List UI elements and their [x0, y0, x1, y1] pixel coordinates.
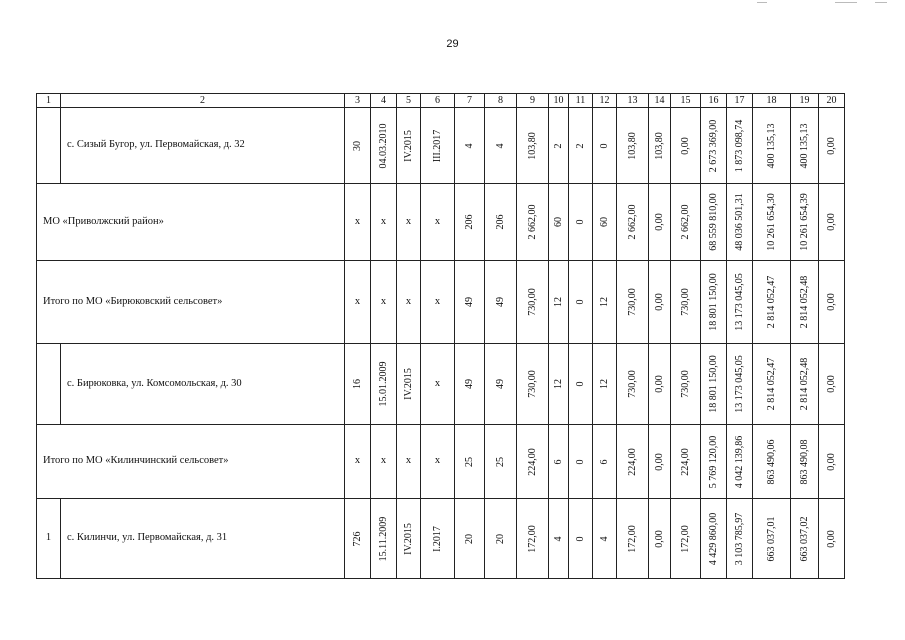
value-cell — [549, 108, 569, 184]
value-text: 172,00 — [626, 524, 638, 553]
value-text: IV.2015 — [402, 129, 414, 162]
value-cell — [549, 344, 569, 425]
table-row — [37, 425, 845, 499]
table-row — [37, 184, 845, 261]
header-cell: 8 — [485, 94, 517, 108]
value-text: 13 173 045,05 — [733, 355, 745, 413]
value-cell — [671, 499, 701, 579]
value-cell — [617, 425, 649, 499]
value-cell — [485, 184, 517, 261]
value-text: 10 261 654,39 — [798, 193, 810, 251]
value-cell — [649, 261, 671, 344]
value-text: 400 135,13 — [765, 123, 777, 168]
value-cell — [455, 108, 485, 184]
value-cell — [569, 108, 593, 184]
value-text: 49 — [494, 379, 506, 389]
page-number: 29 — [446, 38, 459, 50]
value-cell — [753, 108, 791, 184]
value-cell — [727, 344, 753, 425]
value-cell — [727, 499, 753, 579]
header-cell: 6 — [421, 94, 455, 108]
value-text: 49 — [463, 297, 475, 307]
value-cell — [485, 261, 517, 344]
header-cell: 15 — [671, 94, 701, 108]
value-text: 04.03.2010 — [377, 123, 389, 168]
value-text: 2 — [574, 143, 586, 148]
value-cell — [649, 108, 671, 184]
value-text: 663 037,02 — [798, 516, 810, 561]
value-cell — [617, 499, 649, 579]
value-text: 4 429 860,00 — [707, 512, 719, 565]
value-cell — [485, 108, 517, 184]
value-cell — [819, 184, 845, 261]
value-cell — [371, 344, 397, 425]
value-text: 49 — [463, 379, 475, 389]
value-text: 730,00 — [626, 288, 638, 316]
value-text: 12 — [598, 297, 610, 307]
value-cell — [791, 499, 819, 579]
value-cell: х — [421, 344, 455, 425]
value-text: I.2017 — [431, 525, 443, 552]
value-cell — [617, 261, 649, 344]
table-header-row — [37, 94, 845, 108]
value-cell — [701, 344, 727, 425]
header-cell: 16 — [701, 94, 727, 108]
value-cell — [593, 499, 617, 579]
value-text: 0,00 — [653, 375, 665, 393]
value-cell — [753, 184, 791, 261]
header-cell: 20 — [819, 94, 845, 108]
value-cell — [819, 108, 845, 184]
value-text: 726 — [351, 531, 363, 546]
header-cell: 14 — [649, 94, 671, 108]
value-text: 730,00 — [679, 288, 691, 316]
value-text: 730,00 — [679, 370, 691, 398]
row-address: с. Бирюковка, ул. Комсомольская, д. 30 — [61, 344, 345, 425]
value-cell — [485, 499, 517, 579]
scan-marks — [751, 0, 891, 6]
value-cell — [791, 344, 819, 425]
value-cell — [671, 425, 701, 499]
value-cell: х — [421, 261, 455, 344]
value-text: 5 769 120,00 — [707, 435, 719, 488]
value-text: 12 — [552, 379, 564, 389]
value-cell — [569, 499, 593, 579]
value-cell — [727, 108, 753, 184]
row-number: 1 — [37, 499, 61, 579]
value-text: 206 — [463, 214, 475, 230]
value-cell: х — [371, 261, 397, 344]
value-cell — [753, 261, 791, 344]
value-cell — [345, 108, 371, 184]
value-text: 172,00 — [526, 524, 538, 553]
value-text: 2 673 369,00 — [707, 119, 719, 172]
value-cell — [727, 425, 753, 499]
value-cell — [549, 425, 569, 499]
value-text: IV.2015 — [402, 522, 414, 555]
value-cell — [569, 184, 593, 261]
value-cell — [753, 499, 791, 579]
header-cell: 18 — [753, 94, 791, 108]
value-text: 25 — [463, 456, 475, 467]
value-cell — [819, 499, 845, 579]
value-text: 730,00 — [626, 370, 638, 398]
row-address: с. Килинчи, ул. Первомайская, д. 31 — [61, 499, 345, 579]
value-text: 0,00 — [653, 293, 665, 311]
value-text: 730,00 — [526, 370, 538, 398]
value-text: 49 — [494, 297, 506, 307]
value-cell — [791, 108, 819, 184]
value-cell — [671, 261, 701, 344]
value-text: 60 — [598, 217, 610, 227]
value-text: 2 — [552, 143, 564, 148]
value-text: 12 — [552, 297, 564, 307]
value-cell: х — [397, 261, 421, 344]
value-cell — [485, 344, 517, 425]
value-cell: х — [345, 184, 371, 261]
value-text: 863 490,06 — [765, 439, 777, 484]
value-text: 2 814 052,47 — [765, 275, 777, 329]
value-text: 730,00 — [526, 288, 538, 316]
value-cell — [819, 344, 845, 425]
value-text: 10 261 654,30 — [765, 193, 777, 251]
header-cell: 2 — [61, 94, 345, 108]
value-cell — [819, 261, 845, 344]
value-cell — [617, 184, 649, 261]
value-text: 30 — [351, 140, 363, 151]
value-text: 2 662,00 — [526, 204, 538, 240]
value-cell — [371, 499, 397, 579]
value-text: 0,00 — [653, 529, 665, 548]
value-text: 0,00 — [825, 529, 837, 548]
value-cell — [455, 261, 485, 344]
value-text: 0,00 — [653, 213, 665, 231]
value-text: 20 — [494, 533, 506, 544]
value-cell: х — [397, 425, 421, 499]
value-cell — [593, 261, 617, 344]
value-cell — [517, 344, 549, 425]
value-cell — [727, 184, 753, 261]
value-text: 224,00 — [626, 447, 638, 476]
value-cell: х — [397, 184, 421, 261]
value-text: IV.2015 — [402, 368, 414, 400]
value-text: 4 — [494, 143, 506, 148]
value-cell — [421, 108, 455, 184]
value-text: 0 — [574, 299, 586, 305]
value-cell — [517, 108, 549, 184]
value-text: 0,00 — [825, 375, 837, 393]
header-cell: 3 — [345, 94, 371, 108]
value-cell — [569, 261, 593, 344]
value-cell — [593, 425, 617, 499]
value-text: 224,00 — [526, 447, 538, 476]
value-text: 20 — [463, 533, 475, 544]
value-cell — [701, 184, 727, 261]
value-cell — [517, 184, 549, 261]
value-cell — [517, 499, 549, 579]
value-text: 4 — [463, 143, 475, 148]
value-text: 25 — [494, 456, 506, 467]
header-cell: 19 — [791, 94, 819, 108]
value-cell — [791, 184, 819, 261]
value-cell — [569, 344, 593, 425]
value-text: 863 490,08 — [798, 439, 810, 484]
value-text: 60 — [552, 217, 564, 227]
value-text: 1 873 098,74 — [733, 119, 745, 172]
table-row — [37, 344, 845, 425]
value-cell — [649, 184, 671, 261]
value-cell: х — [421, 425, 455, 499]
value-text: 2 814 052,47 — [765, 357, 777, 411]
value-text: 6 — [552, 459, 564, 464]
value-cell — [455, 425, 485, 499]
value-cell — [345, 344, 371, 425]
header-cell: 13 — [617, 94, 649, 108]
value-cell: х — [421, 184, 455, 261]
data-table — [36, 93, 845, 579]
value-text: 4 — [552, 536, 564, 541]
value-cell — [345, 499, 371, 579]
header-cell: 9 — [517, 94, 549, 108]
value-text: 0,00 — [679, 136, 691, 155]
value-text: 0,00 — [825, 452, 837, 471]
value-text: 3 103 785,97 — [733, 512, 745, 565]
header-cell: 11 — [569, 94, 593, 108]
value-cell — [455, 344, 485, 425]
value-cell — [727, 261, 753, 344]
value-text: III.2017 — [431, 129, 443, 162]
value-cell: х — [371, 184, 397, 261]
value-text: 2 662,00 — [679, 204, 691, 240]
value-text: 0,00 — [825, 136, 837, 155]
value-text: 663 037,01 — [765, 516, 777, 561]
value-cell: х — [345, 425, 371, 499]
value-cell — [397, 344, 421, 425]
value-text: 15.11.2009 — [377, 516, 389, 561]
row-label: Итого по МО «Бирюковский сельсовет» — [37, 261, 345, 344]
value-cell — [671, 184, 701, 261]
value-cell — [701, 499, 727, 579]
row-number — [37, 108, 61, 184]
value-cell — [649, 499, 671, 579]
value-cell — [549, 499, 569, 579]
value-text: 4 042 139,86 — [733, 435, 745, 488]
value-cell — [649, 344, 671, 425]
value-cell — [791, 261, 819, 344]
row-label: Итого по МО «Килинчинский сельсовет» — [37, 425, 345, 499]
value-text: 18 801 150,00 — [707, 355, 719, 413]
header-cell: 4 — [371, 94, 397, 108]
header-cell: 17 — [727, 94, 753, 108]
value-cell — [701, 425, 727, 499]
value-cell — [517, 261, 549, 344]
value-cell — [455, 499, 485, 579]
value-cell — [791, 425, 819, 499]
header-cell: 1 — [37, 94, 61, 108]
value-cell — [593, 108, 617, 184]
value-cell — [397, 108, 421, 184]
value-text: 0 — [574, 219, 586, 225]
value-text: 6 — [598, 459, 610, 464]
value-text: 103,80 — [653, 131, 665, 160]
value-cell — [701, 108, 727, 184]
value-text: 2 814 052,48 — [798, 275, 810, 329]
value-text: 172,00 — [679, 524, 691, 553]
value-text: 0 — [574, 381, 586, 387]
value-text: 13 173 045,05 — [733, 273, 745, 331]
value-cell — [649, 425, 671, 499]
header-cell: 12 — [593, 94, 617, 108]
value-text: 0,00 — [825, 213, 837, 231]
value-text: 0 — [574, 459, 586, 464]
value-text: 2 814 052,48 — [798, 357, 810, 411]
value-text: 206 — [494, 214, 506, 230]
value-text: 0,00 — [825, 293, 837, 311]
row-address: с. Сизый Бугор, ул. Первомайская, д. 32 — [61, 108, 345, 184]
value-text: 224,00 — [679, 447, 691, 476]
value-cell — [421, 499, 455, 579]
value-cell — [569, 425, 593, 499]
value-text: 18 801 150,00 — [707, 273, 719, 331]
value-cell — [617, 108, 649, 184]
value-cell — [593, 184, 617, 261]
value-cell — [671, 344, 701, 425]
value-cell — [701, 261, 727, 344]
value-text: 0 — [598, 143, 610, 148]
value-text: 0,00 — [653, 452, 665, 471]
value-cell — [549, 261, 569, 344]
header-cell: 10 — [549, 94, 569, 108]
value-cell — [549, 184, 569, 261]
value-cell: х — [371, 425, 397, 499]
value-text: 15.01.2009 — [377, 361, 389, 407]
header-cell: 5 — [397, 94, 421, 108]
value-cell — [671, 108, 701, 184]
value-text: 68 559 810,00 — [707, 193, 719, 251]
value-text: 103,80 — [626, 131, 638, 160]
value-cell — [517, 425, 549, 499]
value-text: 400 135,13 — [798, 123, 810, 168]
table-row — [37, 499, 845, 579]
header-cell: 7 — [455, 94, 485, 108]
value-text: 103,80 — [526, 131, 538, 160]
value-cell — [371, 108, 397, 184]
value-text: 0 — [574, 536, 586, 541]
value-cell — [753, 425, 791, 499]
value-cell — [485, 425, 517, 499]
value-text: 16 — [351, 379, 363, 389]
value-text: 48 036 501,31 — [733, 193, 745, 251]
value-text: 2 662,00 — [626, 204, 638, 240]
value-cell — [593, 344, 617, 425]
value-cell: х — [345, 261, 371, 344]
row-label: МО «Приволжский район» — [37, 184, 345, 261]
value-text: 12 — [598, 379, 610, 389]
table-row — [37, 108, 845, 184]
value-cell — [397, 499, 421, 579]
table-row — [37, 261, 845, 344]
value-cell — [455, 184, 485, 261]
value-text: 4 — [598, 536, 610, 541]
value-cell — [753, 344, 791, 425]
value-cell — [617, 344, 649, 425]
value-cell — [819, 425, 845, 499]
row-number — [37, 344, 61, 425]
